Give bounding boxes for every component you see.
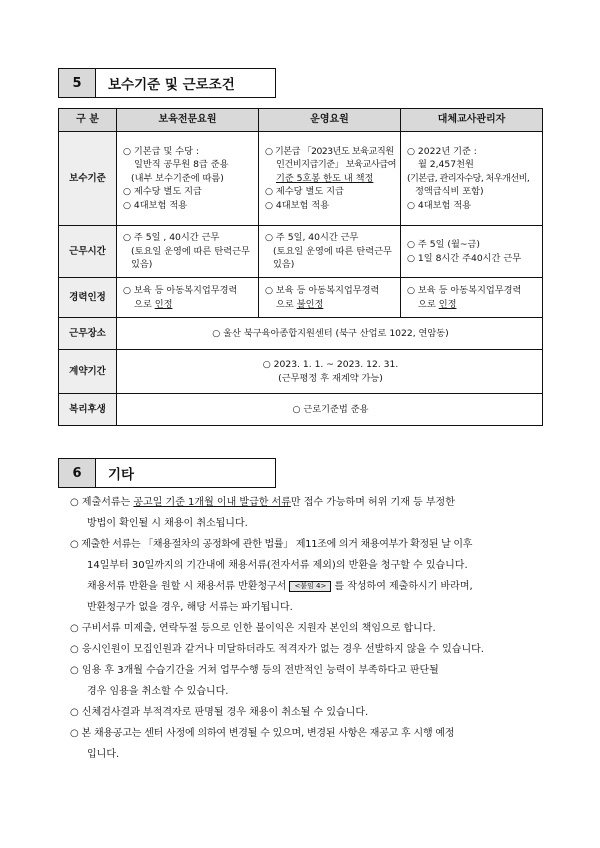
header-substitute-teacher-manager: 대체교사관리자: [401, 109, 543, 132]
pay-substitute-teacher-manager: ○ 2022년 기준 : 월 2,457천원 (기본급, 관리자수당, 처우개선비, 정액급식비 포함) ○ 4대보험 적용: [401, 132, 543, 226]
table-row-place: [59, 318, 543, 350]
table-row-contract: [59, 350, 543, 394]
row-label-hours: 근무시간: [59, 226, 117, 278]
note-3-missing-documents: ○ 구비서류 미제출, 연락두절 등으로 인한 불이익은 지원자 본인의 책임으로 합니다.: [70, 623, 436, 634]
notes-list: [70, 492, 550, 765]
row-label-pay: 보수기준: [59, 132, 117, 226]
pay-childcare-specialist: ○ 기본급 및 수당 : 일반직 공무원 8급 준용 (내부 보수기준에 따름) ○ 제수당 별도 지급 ○ 4대보험 적용: [117, 132, 259, 226]
note-7-notice-change: ○ 본 채용공고는 센터 사정에 의하여 변경될 수 있으며, 변경된 사항은 재공고 후 시행 예정 입니다.: [70, 728, 455, 760]
pay-operations-staff: ○ 기본급 「2023년도 보육교직원 인건비지급기준」 보육교사급여 기준 5호봉 한도 내 책정 ○ 제수당 별도 지급 ○ 4대보험 적용: [259, 132, 401, 226]
career-childcare-specialist: ○ 보육 등 아동복지업무경력 으로 인정: [117, 278, 259, 318]
note-2-document-return: ○ 제출한 서류는 「채용절차의 공정화에 관한 법률」 제11조에 의거 채용여부가 확정된 날 이후 14일부터 30일까지의 기간내에 채용서류(전자서류 제외)의 반환을 청구할 수 있습니다. 채용서류 반환을 원할 시 채용서류 반환청구서 <붙임 4> 를 작성하여 제출하시기 바라며, 반환청구가 없을 경우, 해당 서류는 파기됩니다.: [70, 539, 473, 613]
section-6-number: 6: [58, 458, 96, 488]
header-operations-staff: 운영요원: [259, 109, 401, 132]
note-4-no-qualified-applicant: ○ 응시인원이 모집인원과 같거나 미달하더라도 적격자가 없는 경우 선발하지 않을 수 있습니다.: [70, 644, 484, 655]
row-label-welfare: 복리후생: [59, 394, 117, 426]
hours-childcare-specialist: ○ 주 5일 , 40시간 근무 (토요일 운영에 따른 탄력근무 있음): [117, 226, 259, 278]
note-5-probation: ○ 임용 후 3개월 수습기간을 거쳐 업무수행 등의 전반적인 능력이 부족하다고 판단될 경우 임용을 취소할 수 있습니다.: [70, 665, 439, 697]
working-conditions-table: [58, 108, 543, 426]
contract-period-value: ○ 2023. 1. 1. ~ 2023. 12. 31. (근무평정 후 재계약 가능): [117, 350, 543, 394]
table-row-hours: [59, 226, 543, 278]
header-childcare-specialist: 보육전문요원: [117, 109, 259, 132]
row-label-contract: 계약기간: [59, 350, 117, 394]
row-label-place: 근무장소: [59, 318, 117, 350]
row-label-career: 경력인정: [59, 278, 117, 318]
table-row-career: [59, 278, 543, 318]
note-1-submission-documents: ○ 제출서류는 공고일 기준 1개월 이내 발급한 서류만 접수 가능하며 허위 기재 등 부정한 방법이 확인될 시 채용이 취소됩니다.: [70, 497, 455, 529]
hours-substitute-teacher-manager: ○ 주 5일 (월~금) ○ 1일 8시간 주40시간 근무: [401, 226, 543, 278]
section-5-title: 보수기준 및 근로조건: [96, 68, 276, 98]
career-operations-staff: ○ 보육 등 아동복지업무경력 으로 불인정: [259, 278, 401, 318]
attachment-4-badge: <붙임 4>: [289, 581, 331, 592]
note-6-medical-check: ○ 신체검사결과 부적격자로 판명될 경우 채용이 취소될 수 있습니다.: [70, 707, 369, 718]
welfare-value: ○ 근로기준법 준용: [117, 394, 543, 426]
section-6-header: [58, 458, 276, 488]
section-5-header: [58, 68, 276, 98]
section-5-number: 5: [58, 68, 96, 98]
table-row-welfare: [59, 394, 543, 426]
table-row-pay: [59, 132, 543, 226]
table-header-row: [59, 109, 543, 132]
hours-operations-staff: ○ 주 5일, 40시간 근무 (토요일 운영에 따른 탄력근무 있음): [259, 226, 401, 278]
header-category: 구 분: [59, 109, 117, 132]
section-6-title: 기타: [96, 458, 276, 488]
career-substitute-teacher-manager: ○ 보육 등 아동복지업무경력 으로 인정: [401, 278, 543, 318]
workplace-value: ○ 울산 북구육아종합지원센터 (북구 산업로 1022, 연암동): [117, 318, 543, 350]
